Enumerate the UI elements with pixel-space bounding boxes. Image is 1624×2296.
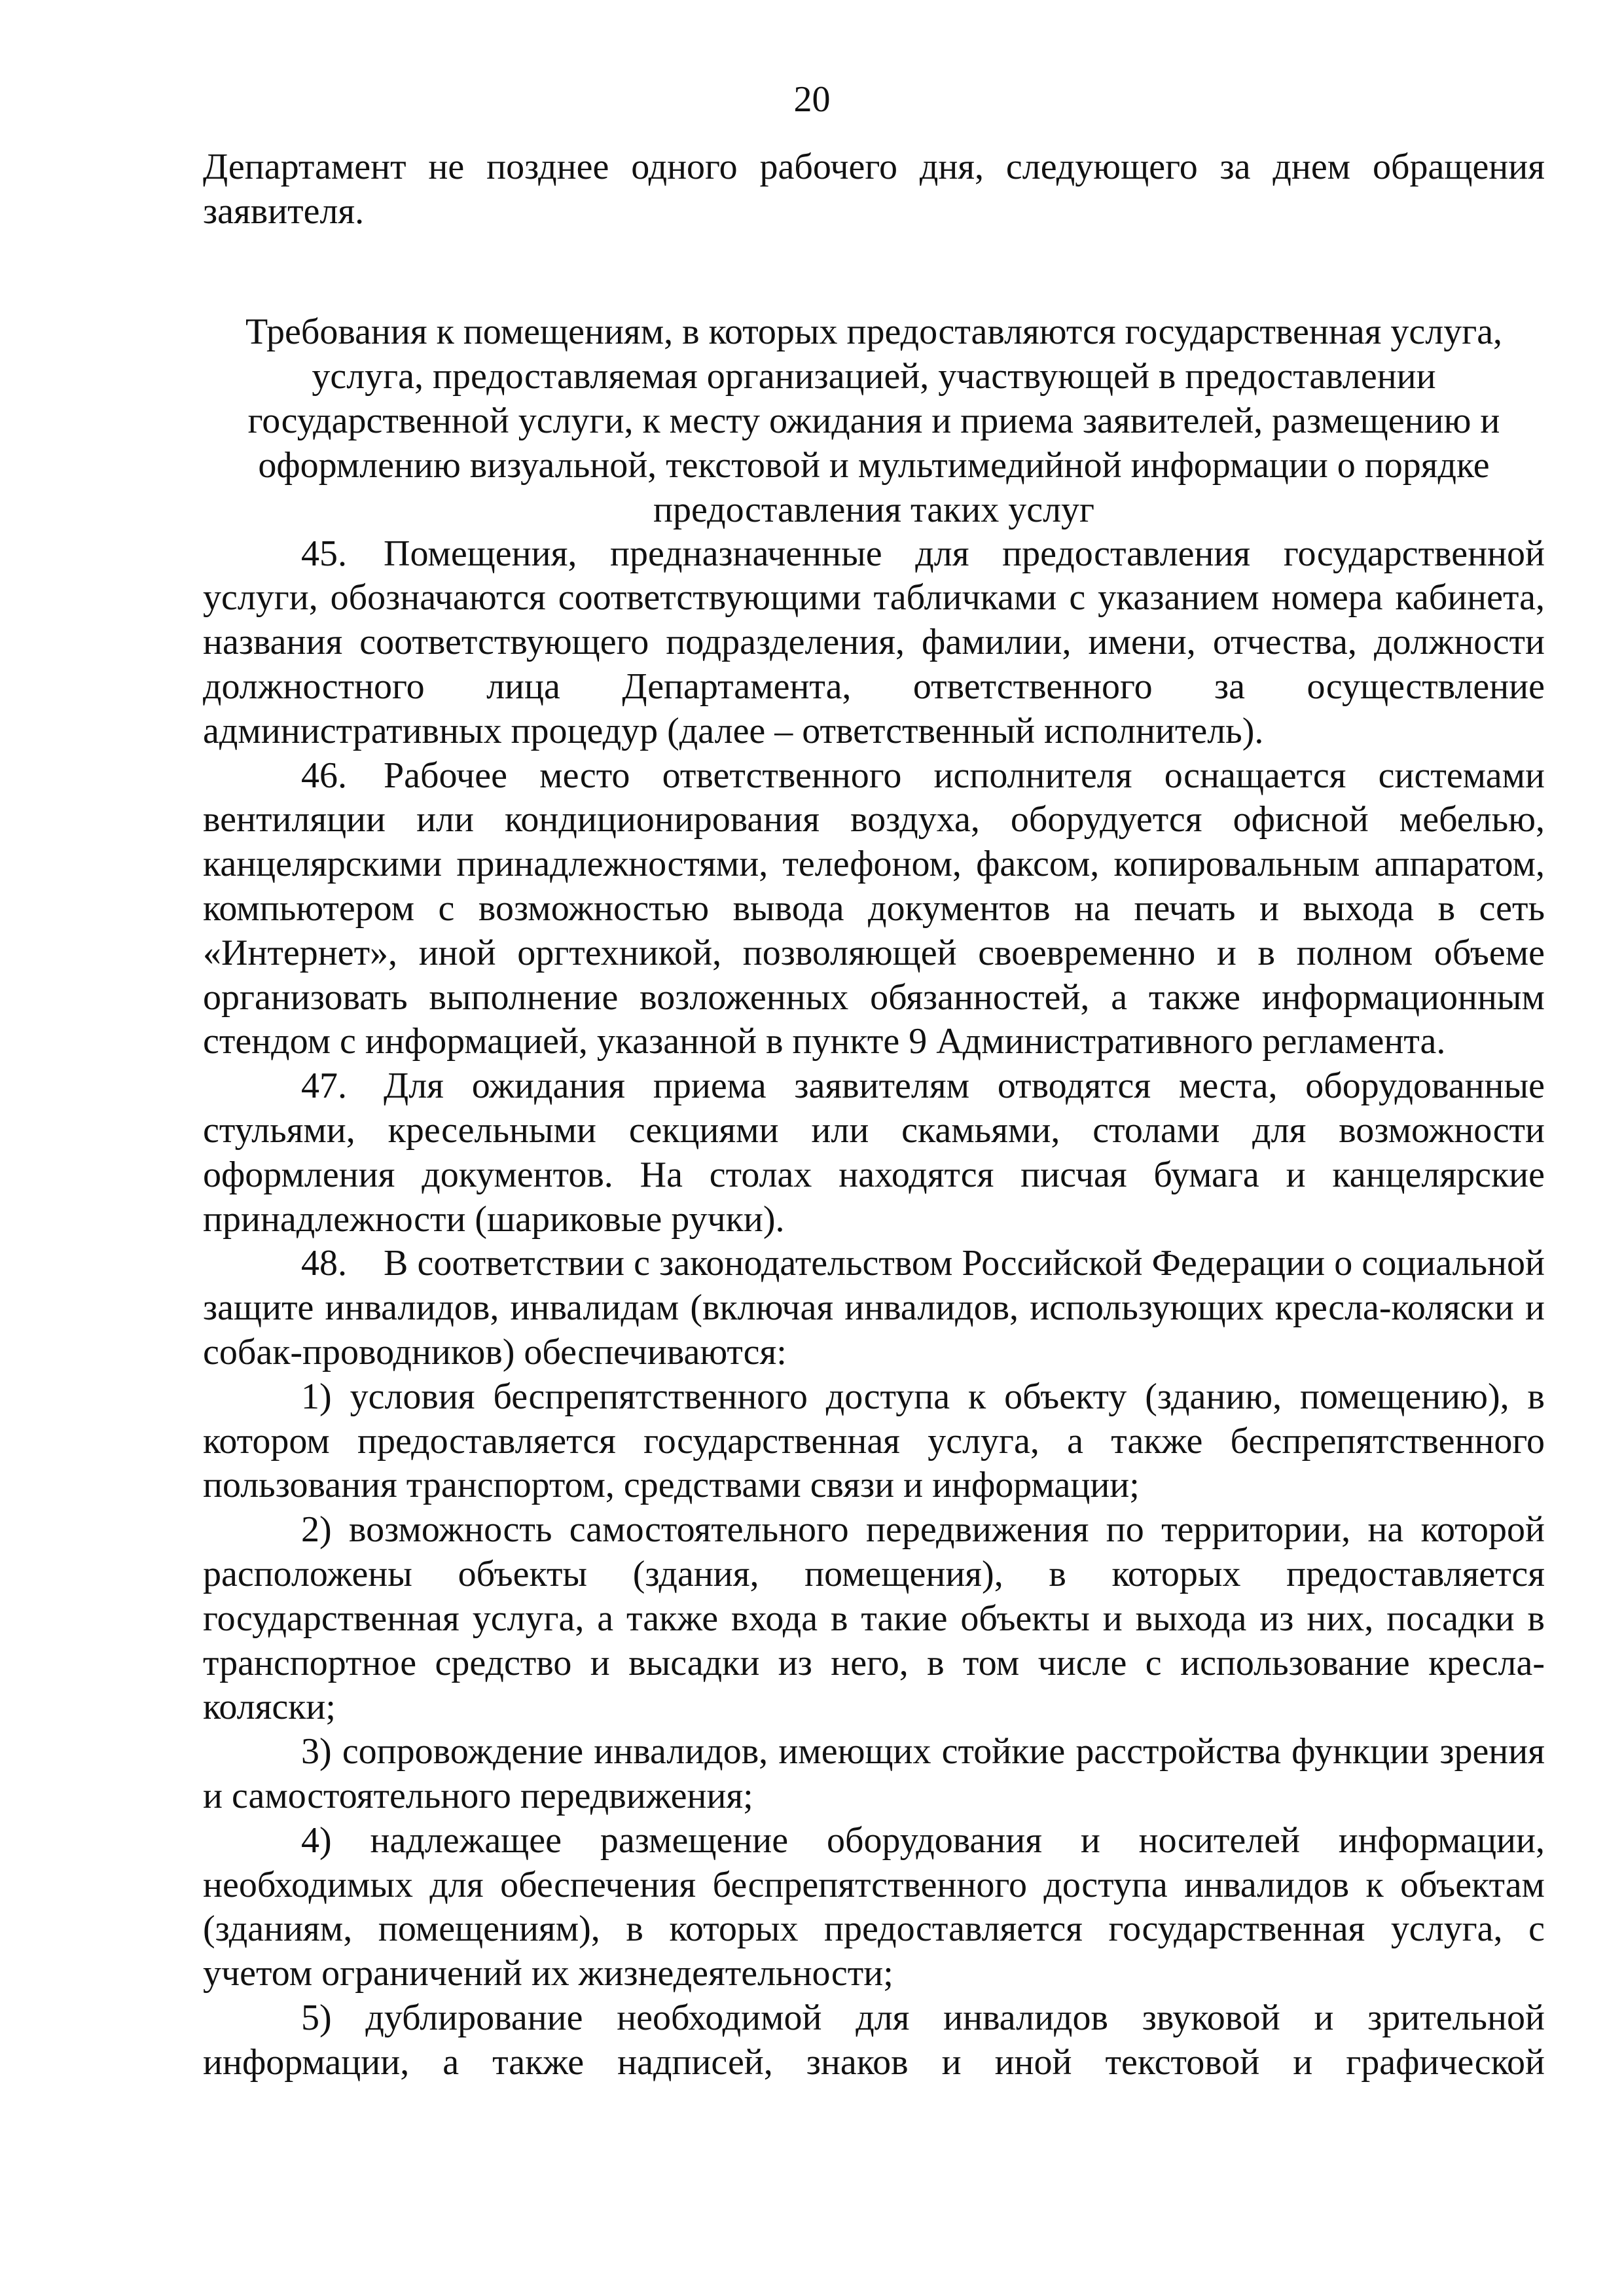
section-heading-line-4: оформлению визуальной, текстовой и мультимедийной информации о порядке — [258, 444, 1490, 486]
section-spacer — [203, 234, 1545, 310]
section-heading — [203, 310, 1545, 532]
list-item-3: 3) сопровождение инвалидов, имеющих стойкие расстройства функции зрения и самостоятельного передвижения; — [203, 1731, 1545, 1816]
list-item-4: 4) надлежащее размещение оборудования и носителей информации, необходимых для обеспечения беспрепятственного доступа инвалидов к объектам (зданиям, помещениям), в которых предоставляется государственная услуга, с учетом ограничений их жизнедеятельности; — [203, 1820, 1545, 1994]
paragraph-48: 48. В соответствии с законодательством Российской Федерации о социальной защите инвалидов, инвалидам (включая инвалидов, использующих кресла-коляски и собак-проводников) обеспечиваются: — [203, 1243, 1545, 1372]
section-heading-line-2: услуга, предоставляемая организацией, участвующей в предоставлении — [312, 355, 1436, 397]
section-heading-line-3: государственной услуги, к месту ожидания и приема заявителей, размещению и — [247, 400, 1500, 441]
list-item-1: 1) условия беспрепятственного доступа к объекту (зданию, помещению), в котором предоставляется государственная услуга, а также беспрепятственного пользования транспортом, средствами связи и информации; — [203, 1376, 1545, 1506]
paragraph-47: 47. Для ожидания приема заявителям отводятся места, оборудованные стульями, кресельными секциями или скамьями, столами для возможности оформления документов. На столах находятся писчая бумага и канцелярские принадлежности (шариковые ручки). — [203, 1066, 1545, 1240]
section-heading-line-1: Требования к помещениям, в которых предоставляются государственная услуга, — [245, 311, 1503, 352]
paragraph-45: 45. Помещения, предназначенные для предоставления государственной услуги, обозначаются соответствующими табличками с указанием номера кабинета, названия соответствующего подразделения, фамилии, имени, отчества, должности должностного лица Департамента, ответственного за осуществление административных процедур (далее – ответственный исполнитель). — [203, 533, 1545, 751]
page-content — [203, 145, 1545, 2085]
section-heading-line-5: предоставления таких услуг — [653, 489, 1094, 530]
list-item-2: 2) возможность самостоятельного передвижения по территории, на которой расположены объекты (здания, помещения), в которых предоставляется государственная услуга, а также входа в такие объекты и выхода из них, посадки в транспортное средство и высадки из него, в том числе с использование кресла-коляски; — [203, 1509, 1545, 1728]
list-item-5: 5) дублирование необходимой для инвалидов звуковой и зрительной информации, а также надписей, знаков и иной текстовой и графической — [203, 1997, 1545, 2083]
page-number: 20 — [793, 79, 831, 120]
paragraph-46: 46. Рабочее место ответственного исполнителя оснащается системами вентиляции или кондиционирования воздуха, оборудуется офисной мебелью, канцелярскими принадлежностями, телефоном, факсом, копировальным аппаратом, компьютером с возможностью вывода документов на печать и выхода в сеть «Интернет», иной оргтехникой, позволяющей своевременно и в полном объеме организовать выполнение возложенных обязанностей, а также информационным стендом с информацией, указанной в пункте 9 Административного регламента. — [203, 755, 1545, 1062]
intro-paragraph: Департамент не позднее одного рабочего дня, следующего за днем обращения заявителя. — [203, 147, 1545, 232]
